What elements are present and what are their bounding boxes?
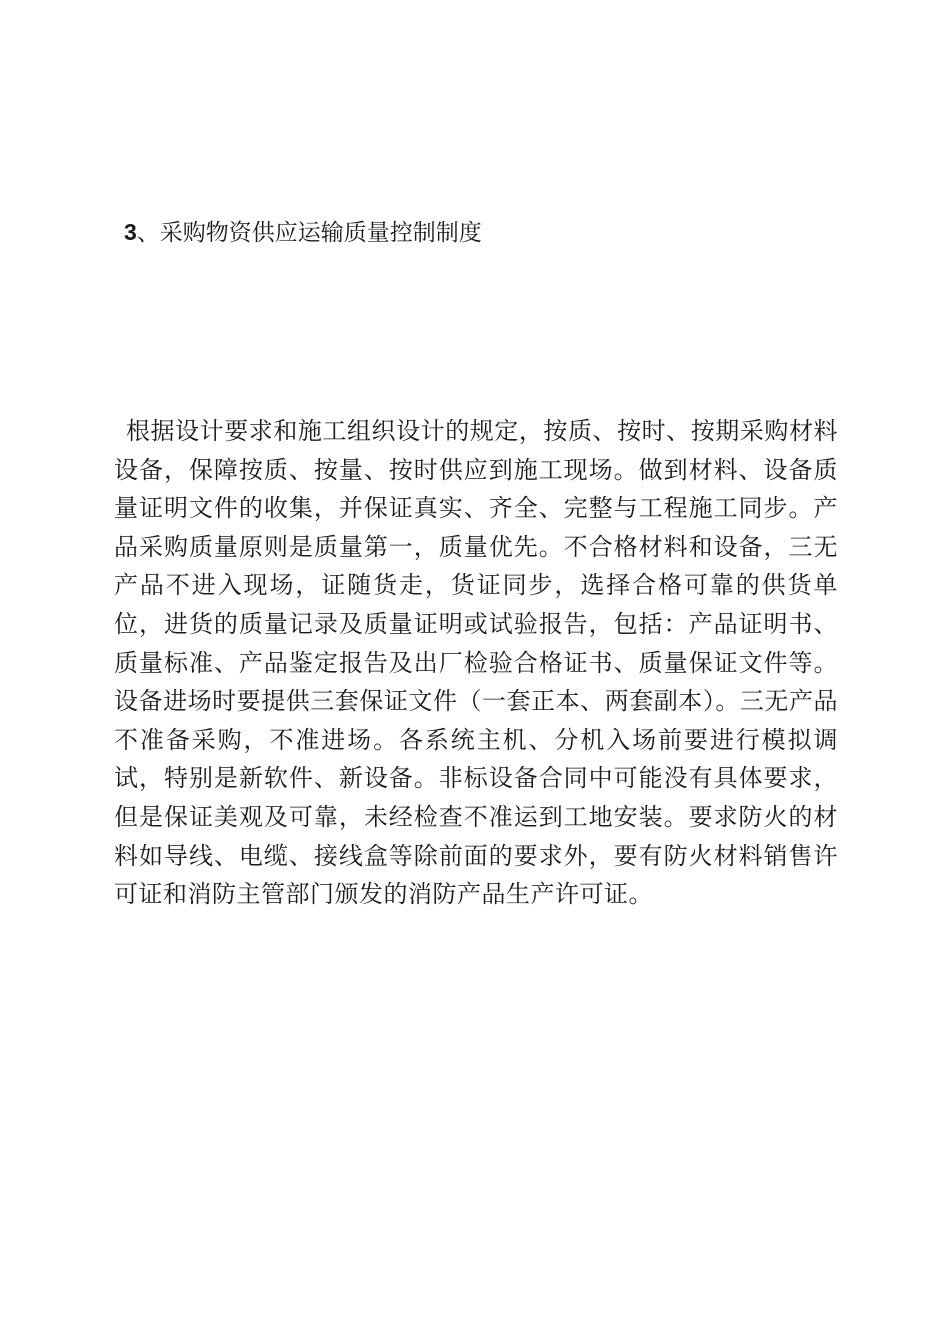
section-number: 3 xyxy=(124,219,137,245)
section-heading xyxy=(124,215,482,250)
section-title: 、采购物资供应运输质量控制制度 xyxy=(136,220,482,246)
body-paragraph: 根据设计要求和施工组织设计的规定，按质、按时、按期采购材料设备，保障按质、按量、按时供应到施工现场。做到材料、设备质量证明文件的收集，并保证真实、齐全、完整与工程施工同步。产品采购质量原则是质量第一，质量优先。不合格材料和设备，三无产品不进入现场，证随货走，货证同步，选择合格可靠的供货单位，进货的质量记录及质量证明或试验报告，包括：产品证明书、质量标准、产品鉴定报告及出厂检验合格证书、质量保证文件等。设备进场时要提供三套保证文件（一套正本、两套副本）。三无产品不准备采购，不准进场。各系统主机、分机入场前要进行模拟调试，特别是新软件、新设备。非标设备合同中可能没有具体要求，但是保证美观及可靠，未经检查不准运到工地安装。要求防火的材料如导线、电缆、接线盒等除前面的要求外，要有防火材料销售许可证和消防主管部门颁发的消防产品生产许可证。 xyxy=(114,417,838,909)
